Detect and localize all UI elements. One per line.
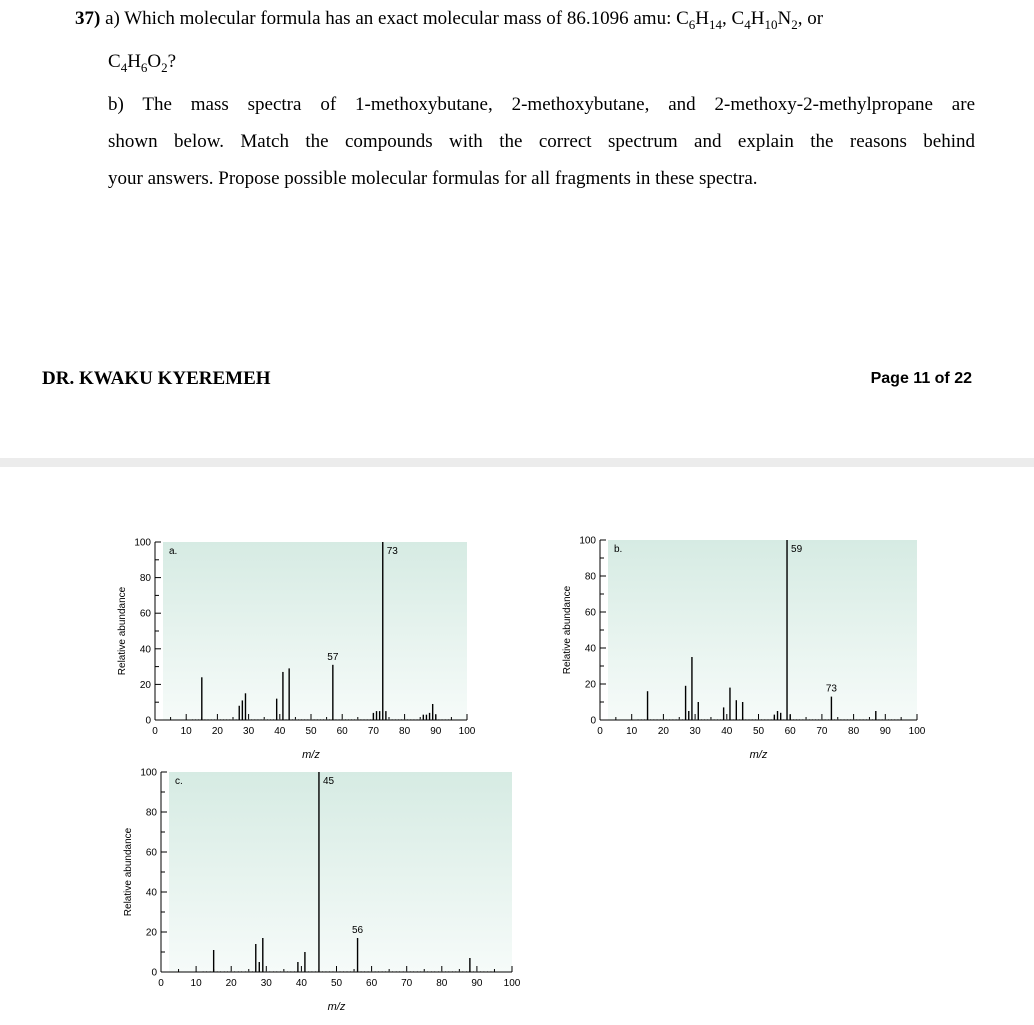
spectrum-b-x-tick-label: 20	[657, 726, 669, 737]
mass-spectra-figure	[0, 467, 1034, 1020]
spectrum-c-x-tick-label: 20	[225, 978, 237, 989]
spectrum-c-y-tick-label: 100	[140, 767, 157, 779]
spectrum-b-x-tick-label: 50	[752, 726, 765, 737]
spectrum-a-y-tick-label: 0	[145, 715, 151, 727]
spectrum-c-plot-area	[169, 772, 512, 972]
spectrum-b-panel-label: b.	[614, 544, 623, 555]
spectrum-a-x-tick-label: 70	[367, 726, 379, 737]
spectrum-c-y-tick-label: 80	[145, 807, 157, 819]
spectrum-c-x-tick-label: 0	[158, 978, 164, 989]
spectrum-a-x-tick-label: 50	[305, 726, 317, 737]
spectrum-c-x-tick-label: 100	[503, 978, 521, 989]
footer-page-number: Page 11 of 22	[870, 370, 972, 387]
spectrum-b-y-label: Relative abundance	[562, 585, 573, 675]
spectrum-a-x-tick-label: 100	[458, 726, 476, 737]
spectrum-b-x-tick-label: 100	[908, 726, 926, 737]
spectrum-c-x-tick-label: 90	[471, 978, 483, 989]
spectrum-b-x-tick-label: 90	[879, 726, 891, 737]
spectrum-a-y-tick-label: 100	[134, 537, 151, 549]
spectrum-a-x-tick-label: 90	[430, 726, 442, 737]
spectrum-b-y-tick-label: 20	[584, 679, 596, 691]
document-page	[0, 0, 1034, 458]
spectrum-b-y-tick-label: 100	[579, 535, 596, 547]
spectrum-a-y-tick-label: 20	[139, 679, 151, 691]
spectrum-c-x-tick-label: 40	[295, 978, 307, 989]
page-divider	[0, 458, 1034, 467]
spectrum-a-x-tick-label: 40	[274, 726, 286, 737]
spectrum-a-peak-label: 73	[386, 546, 398, 557]
spectrum-b-x-tick-label: 60	[784, 726, 796, 737]
spectrum-c-x-tick-label: 70	[401, 978, 413, 989]
question-part-a: a) Which molecular formula has an exact molecular mass of 86.1096 amu: $C_6H_{14}$, $C_4H_{10}N_2$, or	[105, 8, 824, 32]
spectrum-a-x-tick-label: 80	[399, 726, 411, 737]
spectrum-c-x-tick-label: 10	[190, 978, 202, 989]
question-part-b-line1: b) The mass spectra of 1-methoxybutane, 2-methoxybutane, and 2-methoxy-2-methylpropane are	[108, 93, 975, 115]
spectrum-c-x-label: m/z	[327, 1001, 346, 1013]
spectrum-b-y-tick-label: 60	[584, 607, 596, 619]
question-part-b-line2: shown below. Match the compounds with the correct spectrum and explain the reasons behind	[108, 130, 975, 152]
spectrum-a-x-tick-label: 0	[152, 726, 158, 737]
spectrum-b-x-label: m/z	[749, 749, 768, 761]
question-37	[75, 0, 975, 197]
spectrum-a-x-label: m/z	[302, 749, 320, 761]
spectrum-c-peak-label: 56	[351, 925, 364, 936]
spectrum-a-y-tick-label: 60	[139, 608, 151, 620]
spectrum-a-x-tick-label: 10	[180, 726, 192, 737]
spectrum-b-x-tick-label: 70	[816, 726, 828, 737]
spectrum-b-plot-area	[608, 540, 917, 720]
spectrum-b-y-tick-label: 0	[590, 715, 596, 727]
spectrum-b-peak-label: 73	[825, 683, 837, 695]
spectrum-c-y-tick-label: 40	[145, 887, 157, 899]
spectrum-a-panel-label: a.	[169, 546, 178, 557]
spectrum-a-x-tick-label: 60	[336, 726, 348, 737]
spectrum-a-y-tick-label: 80	[139, 573, 151, 585]
spectrum-a-plot-area	[163, 542, 467, 720]
spectrum-a-y-label: Relative abundance	[117, 586, 128, 676]
spectrum-b-y-tick-label: 40	[584, 643, 596, 655]
spectrum-a-x-tick-label: 20	[211, 726, 223, 737]
spectrum-c-y-tick-label: 0	[151, 967, 157, 979]
spectrum-c-x-tick-label: 50	[330, 978, 343, 989]
question-line-a	[75, 0, 975, 43]
spectrum-b-x-tick-label: 40	[721, 726, 733, 737]
mass-spectra-svg	[0, 467, 1034, 1020]
spectrum-a-y-tick-label: 40	[139, 644, 151, 656]
spectrum-c-x-tick-label: 80	[436, 978, 448, 989]
spectrum-c-panel-label: c.	[175, 776, 183, 787]
spectrum-b-x-tick-label: 30	[689, 726, 701, 737]
spectrum-a-peak-label: 57	[327, 651, 339, 663]
spectrum-b-y-tick-label: 80	[584, 571, 596, 583]
spectrum-c-x-tick-label: 60	[366, 978, 378, 989]
footer-author: DR. KWAKU KYEREMEH	[42, 368, 271, 389]
spectrum-a-x-tick-label: 30	[243, 726, 255, 737]
spectrum-c-peak-label: 45	[322, 776, 335, 787]
spectrum-b-x-tick-label: 80	[848, 726, 860, 737]
spectrum-b-x-tick-label: 10	[626, 726, 638, 737]
spectrum-b-peak-label: 59	[791, 544, 803, 555]
question-number: 37)	[75, 8, 101, 29]
spectrum-c-y-tick-label: 60	[145, 847, 157, 859]
spectrum-c-y-label: Relative abundance	[123, 827, 134, 917]
spectrum-c-x-tick-label: 30	[260, 978, 272, 989]
question-line-a2: $C_4H_6O_2$?	[108, 50, 177, 75]
spectrum-b-x-tick-label: 0	[597, 726, 603, 737]
question-part-b-line3: your answers. Propose possible molecular formulas for all fragments in these spectra.	[108, 167, 758, 189]
spectrum-c-y-tick-label: 20	[145, 927, 157, 939]
